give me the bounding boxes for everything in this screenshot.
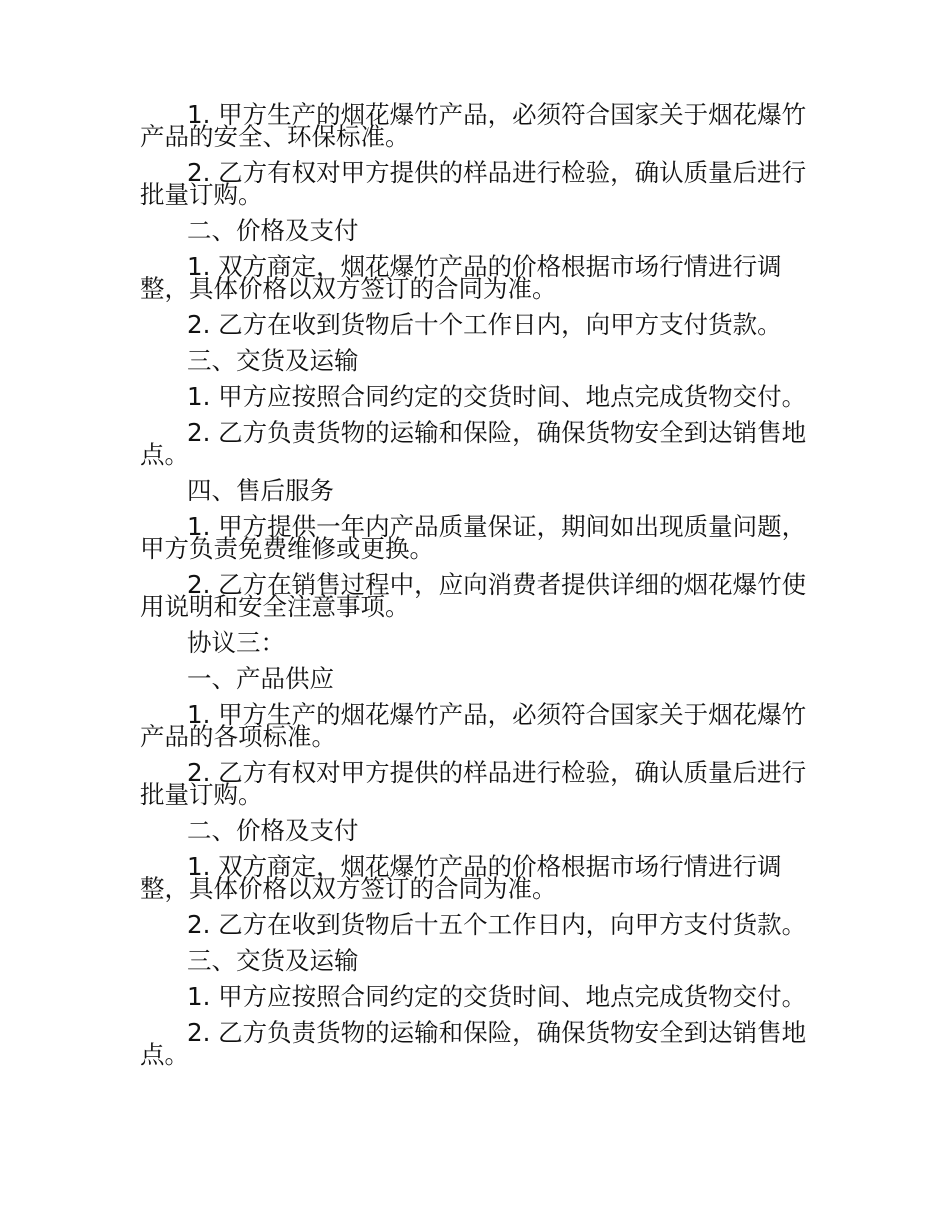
- section-heading-product-supply: 一、产品供应: [187, 664, 334, 693]
- paragraph-14: 2. 乙方负责货物的运输和保险，确保货物安全到达销售地点。: [140, 1018, 807, 1069]
- paragraph-10: 2. 乙方有权对甲方提供的样品进行检验，确认质量后进行批量订购。: [140, 758, 807, 809]
- paragraph-5: 1. 甲方应按照合同约定的交货时间、地点完成货物交付。: [187, 382, 807, 411]
- paragraph-12: 2. 乙方在收到货物后十五个工作日内，向甲方支付货款。: [187, 910, 807, 939]
- paragraph-2: 2. 乙方有权对甲方提供的样品进行检验，确认质量后进行批量订购。: [140, 158, 807, 209]
- document-page: [140, 100, 815, 1080]
- section-heading-after-sales: 四、售后服务: [187, 476, 334, 505]
- paragraph-8: 2. 乙方在销售过程中，应向消费者提供详细的烟花爆竹使用说明和安全注意事项。: [140, 570, 807, 621]
- paragraph-3: 1. 双方商定，烟花爆竹产品的价格根据市场行情进行调整，具体价格以双方签订的合同为准。: [140, 252, 782, 303]
- paragraph-9: 1. 甲方生产的烟花爆竹产品，必须符合国家关于烟花爆竹产品的各项标准。: [140, 700, 807, 751]
- agreement-three-heading: 协议三：: [187, 628, 285, 657]
- section-heading-price-payment-2: 二、价格及支付: [187, 816, 359, 845]
- paragraph-11: 1. 双方商定，烟花爆竹产品的价格根据市场行情进行调整，具体价格以双方签订的合同为准。: [140, 852, 782, 903]
- section-heading-delivery: 三、交货及运输: [187, 346, 359, 375]
- paragraph-7: 1. 甲方提供一年内产品质量保证，期间如出现质量问题，甲方负责免费维修或更换。: [140, 512, 807, 563]
- section-heading-price-payment: 二、价格及支付: [187, 216, 359, 245]
- paragraph-13: 1. 甲方应按照合同约定的交货时间、地点完成货物交付。: [187, 982, 807, 1011]
- paragraph-6: 2. 乙方负责货物的运输和保险，确保货物安全到达销售地点。: [140, 418, 807, 469]
- paragraph-1: 1. 甲方生产的烟花爆竹产品，必须符合国家关于烟花爆竹产品的安全、环保标准。: [140, 100, 807, 151]
- paragraph-4: 2. 乙方在收到货物后十个工作日内，向甲方支付货款。: [187, 310, 782, 339]
- section-heading-delivery-2: 三、交货及运输: [187, 946, 359, 975]
